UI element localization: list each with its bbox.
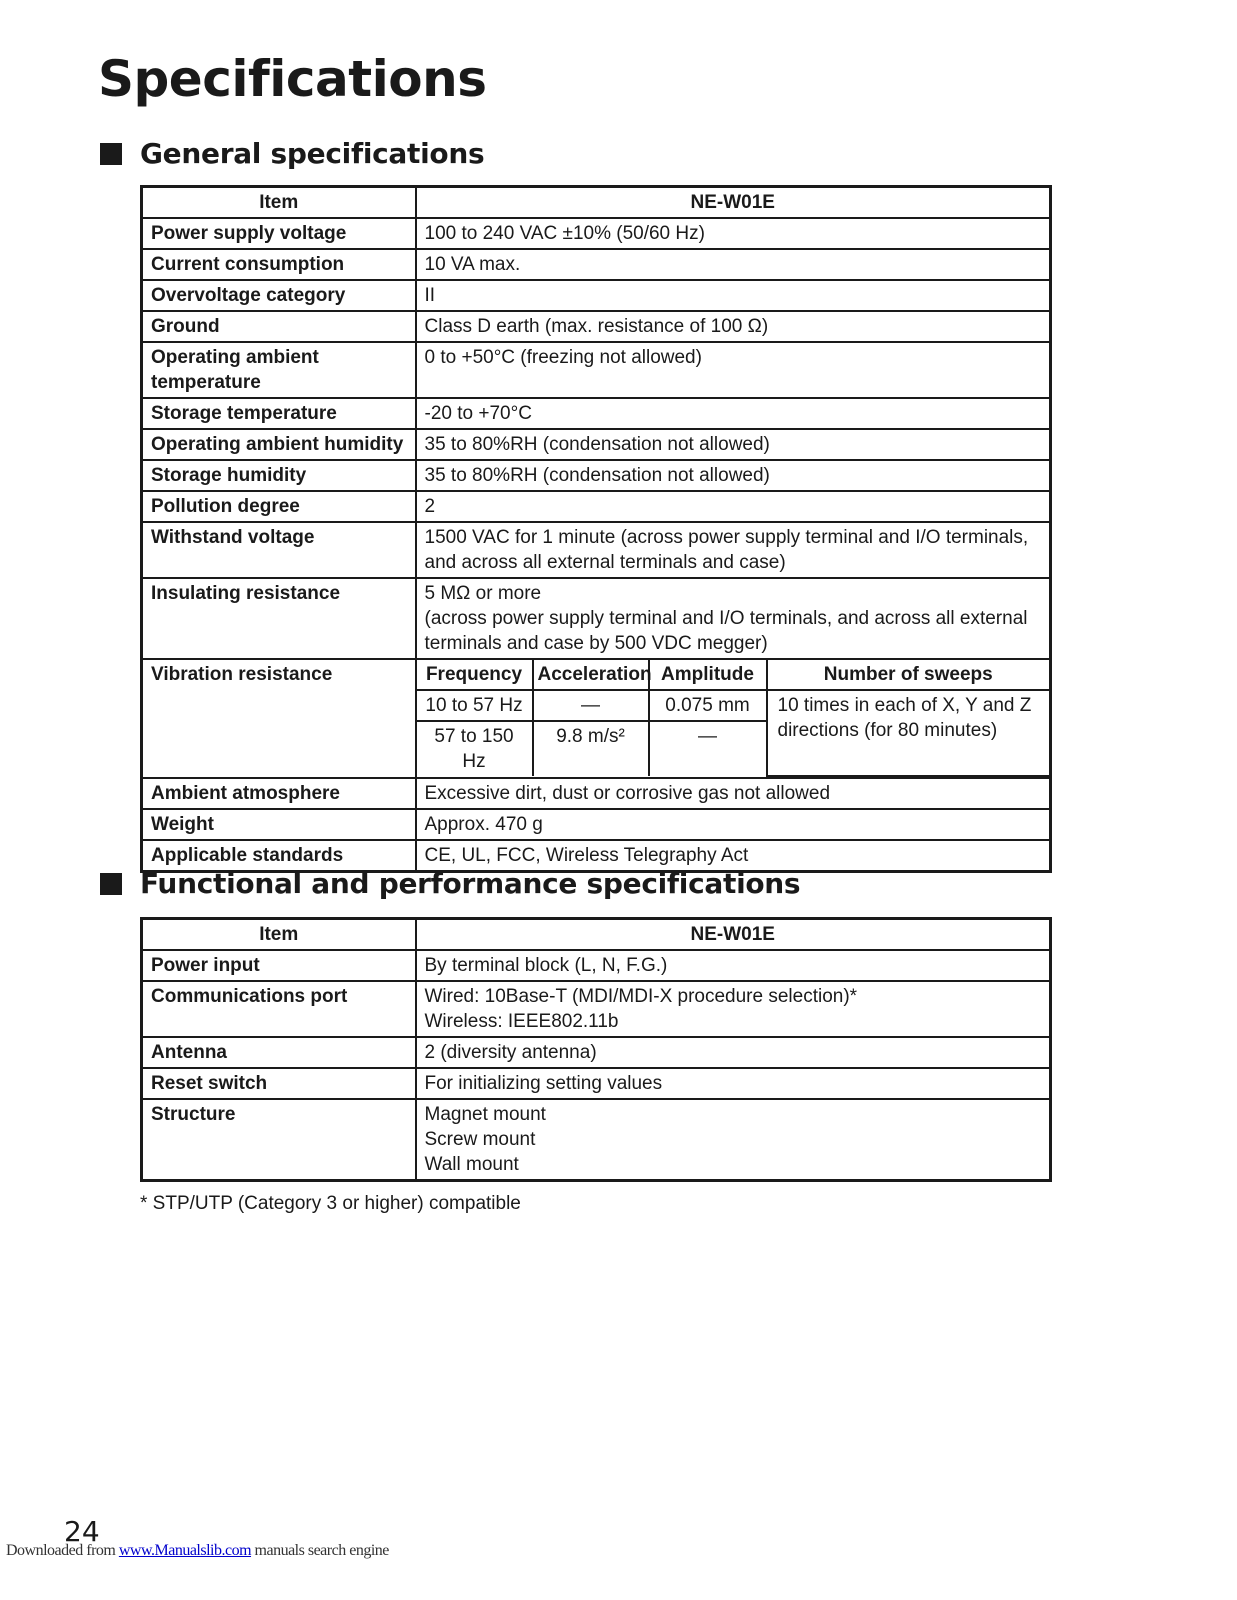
row-value-line: -20 to +70°C (424, 403, 532, 424)
table-row (142, 460, 1051, 491)
vib-sweeps: 10 times in each of X, Y and Z directions (for 80 minutes) (767, 690, 1050, 776)
vib-header-sweeps: Number of sweeps (767, 660, 1050, 690)
row-item-label: Communications port (142, 981, 416, 1037)
table-header-row (142, 187, 1051, 219)
general-specifications-heading (100, 137, 485, 170)
row-value (416, 249, 1051, 280)
row-value (416, 1099, 1051, 1181)
functional-specifications-heading (100, 867, 801, 900)
row-value (416, 280, 1051, 311)
square-bullet-icon (100, 143, 122, 165)
table-row (142, 398, 1051, 429)
vib-amplitude: 0.075 mm (649, 690, 767, 721)
functional-specifications-table (140, 917, 1052, 1182)
table-row (142, 1037, 1051, 1068)
row-item-label: Overvoltage category (142, 280, 416, 311)
table-row (142, 491, 1051, 522)
table-header-row (142, 919, 1051, 951)
table-row-vibration-resistance (142, 659, 1051, 778)
vib-header-amplitude: Amplitude (649, 660, 767, 690)
vibration-subtable (417, 660, 1050, 777)
row-value (416, 950, 1051, 981)
row-item-label: Antenna (142, 1037, 416, 1068)
row-value-line: Excessive dirt, dust or corrosive gas not allowed (424, 783, 831, 804)
row-value-line: 35 to 80%RH (condensation not allowed) (424, 465, 770, 486)
row-item-label: Withstand voltage (142, 522, 416, 578)
table-row (142, 522, 1051, 578)
table-row (142, 249, 1051, 280)
table-row (142, 429, 1051, 460)
vib-header-acceleration: Acceleration (533, 660, 649, 690)
download-note-suffix: manuals search engine (251, 1542, 389, 1559)
table-row (142, 218, 1051, 249)
row-item-label: Ground (142, 311, 416, 342)
row-item-label: Operating ambient humidity (142, 429, 416, 460)
row-value (416, 522, 1051, 578)
row-value-line: 35 to 80%RH (condensation not allowed) (424, 434, 770, 455)
row-value-line: Wireless: IEEE802.11b (424, 1011, 619, 1032)
row-value-line: (across power supply terminal and I/O terminals, and across all external terminals and case by 500 VDC megger) (424, 608, 1028, 654)
row-item-label: Ambient atmosphere (142, 778, 416, 809)
footnote: * STP/UTP (Category 3 or higher) compatible (140, 1193, 521, 1214)
vib-amplitude: — (649, 721, 767, 776)
row-value (416, 809, 1051, 840)
row-item-label: Operating ambient temperature (142, 342, 416, 398)
table-row (142, 280, 1051, 311)
row-value (416, 460, 1051, 491)
row-value-line: For initializing setting values (424, 1073, 663, 1094)
row-value (416, 342, 1051, 398)
vib-frequency: 57 to 150 Hz (417, 721, 533, 776)
general-specifications-table (140, 185, 1052, 873)
row-item-label: Storage temperature (142, 398, 416, 429)
section-heading-label: Functional and performance specifications (140, 867, 801, 900)
square-bullet-icon (100, 873, 122, 895)
row-item-label: Vibration resistance (142, 659, 416, 778)
row-item-label: Structure (142, 1099, 416, 1181)
row-value-line: Magnet mount (424, 1104, 546, 1125)
row-value (416, 311, 1051, 342)
table-row (142, 311, 1051, 342)
row-value-line: Screw mount (424, 1129, 536, 1150)
row-value (416, 398, 1051, 429)
row-value-line: 1500 VAC for 1 minute (across power supply terminal and I/O terminals, and across all external terminals and case) (424, 527, 1029, 573)
row-value-line: 100 to 240 VAC ±10% (50/60 Hz) (424, 223, 705, 244)
table-row (142, 809, 1051, 840)
row-value-line: II (424, 285, 436, 306)
row-value-line: Approx. 470 g (424, 814, 543, 835)
table-row (142, 950, 1051, 981)
vib-frequency: 10 to 57 Hz (417, 690, 533, 721)
page-number: 24 (64, 1515, 100, 1548)
download-note (6, 1542, 389, 1560)
row-value (416, 578, 1051, 659)
row-value (416, 218, 1051, 249)
section-heading-label: General specifications (140, 137, 485, 170)
row-value (416, 1068, 1051, 1099)
download-note-prefix: Downloaded from (6, 1542, 119, 1559)
vib-acceleration: — (533, 690, 649, 721)
row-item-label: Power input (142, 950, 416, 981)
row-value (416, 778, 1051, 809)
row-value-line: 0 to +50°C (freezing not allowed) (424, 347, 702, 368)
row-value-line: By terminal block (L, N, F.G.) (424, 955, 668, 976)
row-item-label: Insulating resistance (142, 578, 416, 659)
header-model: NE-W01E (416, 187, 1051, 219)
vib-header-frequency: Frequency (417, 660, 533, 690)
header-model: NE-W01E (416, 919, 1051, 951)
table-row (142, 1068, 1051, 1099)
row-item-label: Reset switch (142, 1068, 416, 1099)
header-item: Item (142, 187, 416, 219)
row-value-line: 5 MΩ or more (424, 583, 542, 604)
row-value (416, 491, 1051, 522)
row-value-line: 2 (diversity antenna) (424, 1042, 597, 1063)
row-item-label: Applicable standards (142, 840, 416, 872)
row-value-line: Wall mount (424, 1154, 519, 1175)
row-item-label: Power supply voltage (142, 218, 416, 249)
vib-acceleration: 9.8 m/s² (533, 721, 649, 776)
row-value (416, 1037, 1051, 1068)
row-item-label: Weight (142, 809, 416, 840)
row-value-line: 10 VA max. (424, 254, 521, 275)
vibration-subtable-cell (416, 659, 1051, 778)
row-value-line: CE, UL, FCC, Wireless Telegraphy Act (424, 845, 749, 866)
table-row (142, 578, 1051, 659)
row-item-label: Current consumption (142, 249, 416, 280)
header-item: Item (142, 919, 416, 951)
row-value-line: Wired: 10Base-T (MDI/MDI-X procedure selection)* (424, 986, 858, 1007)
row-value (416, 981, 1051, 1037)
row-value-line: Class D earth (max. resistance of 100 Ω) (424, 316, 769, 337)
table-row (142, 1099, 1051, 1181)
row-value-line: 2 (424, 496, 436, 517)
row-value (416, 429, 1051, 460)
row-item-label: Storage humidity (142, 460, 416, 491)
table-row (142, 778, 1051, 809)
page-title: Specifications (98, 50, 487, 108)
table-row (142, 342, 1051, 398)
table-row (142, 981, 1051, 1037)
manualslib-link[interactable]: www.Manualslib.com (118, 1542, 252, 1559)
row-item-label: Pollution degree (142, 491, 416, 522)
